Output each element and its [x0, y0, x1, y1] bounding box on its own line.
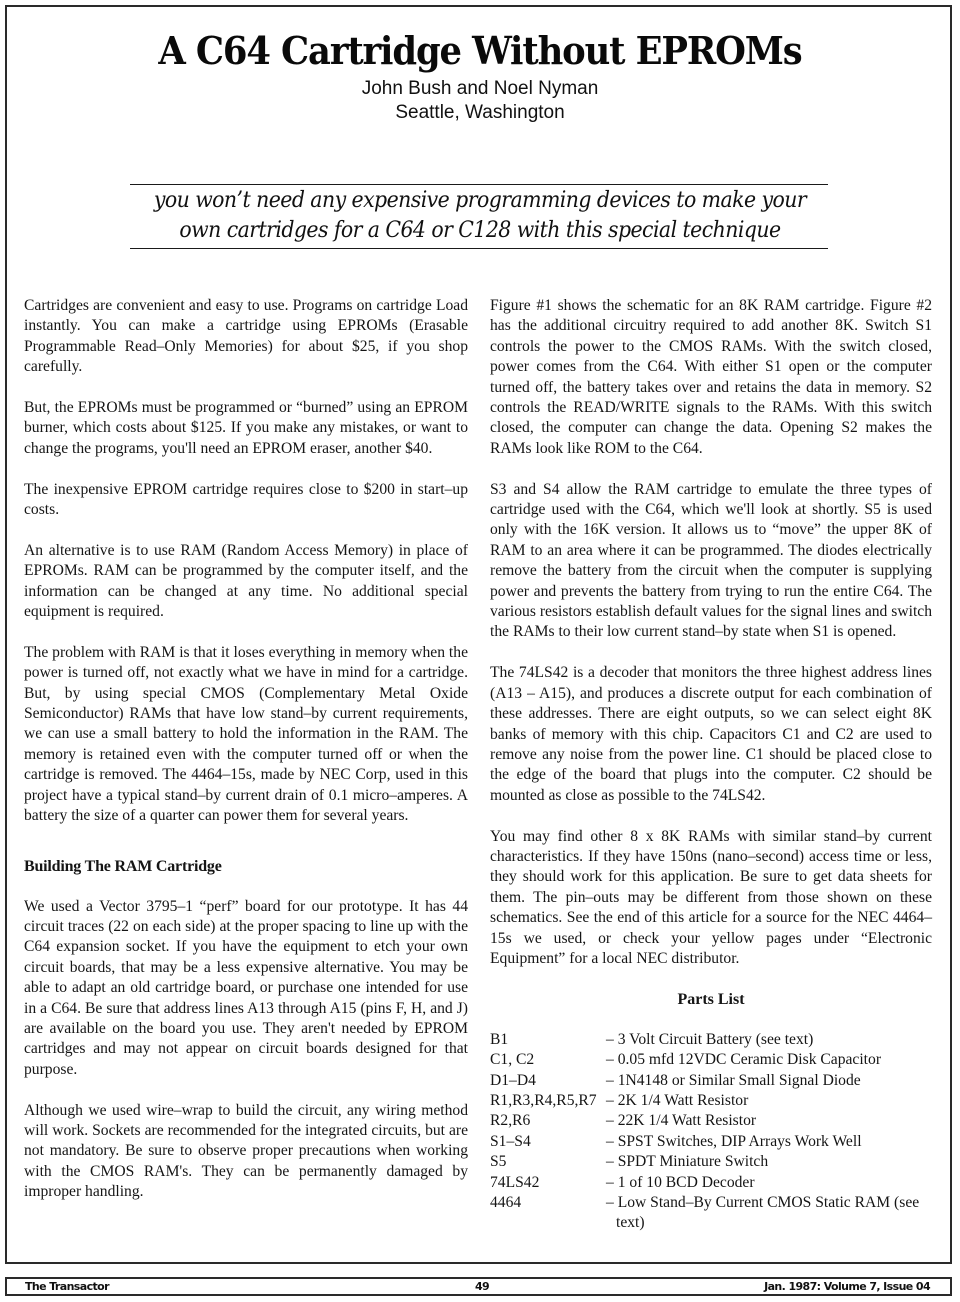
part-desc: – 1N4148 or Similar Small Signal Diode — [606, 1071, 861, 1089]
part-ref: 4464 — [490, 1194, 522, 1211]
part-ref: C1, C2 — [490, 1051, 535, 1069]
paragraph: The 74LS42 is a decoder that monitors the three highest address lines (A13 – A15), and produces a discrete output for each combination of these addresses. There are eight outputs, so we can select eight 8K banks of memory with this chip. Capacitors C1 and C2 are used to remove any noise from the power line. C1 should be placed close to the edge of the board that plugs into the computer. C2 should be mounted as close as possible to the 74LS42. — [490, 664, 932, 804]
paragraph: But, the EPROMs must be programmed or “burned” using an EPROM burner, which costs about $125. If you make any mistakes, or want to change the programs, you'll need an EPROM eraser, another $40. — [24, 399, 468, 457]
paragraph: Figure #1 shows the schematic for an 8K RAM cartridge. Figure #2 has the additional circuitry required to add another 8K. Switch S1 controls the power to the CMOS RAMs. With the switch closed, power comes from the C64. With either S1 open or the computer turned off, the battery takes over and retains the data in memory. S2 controls the READ/WRITE signals to the RAMs. With this switch closed, the computer can change the data. Opening S2 makes the RAMs look like ROM to the C64. — [490, 297, 932, 457]
part-ref: 74LS42 — [490, 1173, 540, 1191]
paragraph: Cartridges are convenient and easy to use. Programs on cartridge Load instantly. You can make a cartridge using EPROMs (Erasable Programmable Read–Only Memories) for about $25, if you shop carefully. — [24, 297, 468, 376]
article-title: A C64 Cartridge Without EPROMs — [158, 28, 802, 73]
parts-row — [490, 1050, 932, 1070]
publication-name: The Transactor — [25, 1280, 109, 1293]
parts-row — [490, 1030, 932, 1050]
article-authors: John Bush and Noel Nyman — [361, 78, 599, 99]
part-desc: – 22K 1/4 Watt Resistor — [606, 1112, 757, 1130]
part-desc: – 0.05 mfd 12VDC Ceramic Disk Capacitor — [606, 1051, 882, 1069]
paragraph: We used a Vector 3795–1 “perf” board for our prototype. It has 44 circuit traces (22 on each side) at the proper spacing to line up with the C64 expansion socket. If you have the equipment to etch your own circuit boards, that may be a less expensive alternative. You may be able to adapt an old cartridge board, or purchase one intended for use in a C64. Be sure that address lines A13 through A15 (pins F, H, and J) are available on the board you use. They aren't needed by EPROM cartridges and may not appear on circuit boards designed for that purpose. — [24, 897, 468, 1078]
page-number: 49 — [475, 1280, 490, 1293]
deck-rule-bottom — [130, 248, 828, 249]
parts-row — [490, 1193, 932, 1234]
deck-rule-top — [130, 184, 828, 185]
right-column — [490, 296, 932, 1234]
part-ref: B1 — [490, 1030, 509, 1048]
page-footer — [5, 1277, 952, 1296]
part-desc: – 2K 1/4 Watt Resistor — [606, 1091, 749, 1109]
part-ref: R1,R3,R4,R5,R7 — [490, 1091, 597, 1109]
parts-row — [490, 1152, 932, 1172]
part-desc: – SPST Switches, DIP Arrays Work Well — [606, 1132, 862, 1150]
paragraph: You may find other 8 x 8K RAMs with similar stand–by current characteristics. If they have 150ns (nano–second) access time or less, they should work for this application. Be sure to get data sheets for them. The pin–outs may be different from those shown on these schematics. See the end of this article for a source for the NEC 4464–15s we used, or check your yellow pages under “Electronic Equipment” for a local NEC distributor. — [490, 827, 932, 967]
part-ref: R2,R6 — [490, 1112, 531, 1130]
part-desc: – Low Stand–By Current CMOS Static RAM (see text) — [606, 1194, 920, 1232]
part-desc: – SPDT Miniature Switch — [606, 1153, 769, 1171]
paragraph: The problem with RAM is that it loses everything in memory when the power is turned off, not exactly what we have in mind for a cartridge. But, by using special CMOS (Complementary Metal Oxide Semiconductor) RAMs that have low stand–by current requirements, we can use a small battery to hold the information in the RAM. The memory is retained even with the computer turned off or when the cartridge is removed. The 4464–15s, made by NEC Corp, used in this project have a typical stand–by current drain of 0.1 micro–amperes. A battery the size of a quarter can power them for several years. — [24, 643, 468, 825]
parts-row — [490, 1091, 932, 1111]
part-desc: – 3 Volt Circuit Battery (see text) — [606, 1030, 814, 1048]
paragraph: S3 and S4 allow the RAM cartridge to emulate the three types of cartridge used with the C64, which we'll look at shortly. S5 is used only with the 16K version. It allows us to “move” the upper 8K of RAM to an area where it can be programmed. The diodes electrically remove the battery from the circuit when the computer is supplying power and prevents the battery from trying to run the entire C64. The various resistors establish default values for the signal lines and switch the RAMs to their low current stand–by state when S1 is opened. — [490, 480, 932, 641]
parts-row — [490, 1173, 932, 1193]
parts-list-title: Parts List — [677, 990, 745, 1008]
part-ref: S1–S4 — [490, 1132, 531, 1150]
part-desc: – 1 of 10 BCD Decoder — [606, 1173, 755, 1191]
parts-row — [490, 1111, 932, 1131]
paragraph: The inexpensive EPROM cartridge requires close to $200 in start–up costs. — [24, 480, 468, 519]
paragraph: Although we used wire–wrap to build the circuit, any wiring method will work. Sockets are recommended for the integrated circuits, but are not mandatory. Be sure to observe proper precautions when working with the CMOS RAM's. They can be permanently damaged by improper handling. — [24, 1101, 468, 1201]
part-ref: S5 — [490, 1153, 507, 1171]
paragraph: An alternative is to use RAM (Random Access Memory) in place of EPROMs. RAM can be programmed by the computer itself, and the information can be changed at any time. No additional special equipment is required. — [24, 541, 468, 621]
section-heading: Building The RAM Cartridge — [24, 857, 222, 875]
article-location: Seattle, Washington — [395, 102, 565, 123]
parts-row — [490, 1071, 932, 1091]
parts-list — [490, 1030, 932, 1234]
part-ref: D1–D4 — [490, 1071, 536, 1089]
parts-row — [490, 1132, 932, 1152]
issue-info: Jan. 1987: Volume 7, Issue 04 — [764, 1280, 930, 1293]
left-column — [24, 296, 468, 1223]
article-deck: you won’t need any expensive programming devices to make your own cartridges for a C64 or C128 with this special technique — [153, 188, 807, 243]
